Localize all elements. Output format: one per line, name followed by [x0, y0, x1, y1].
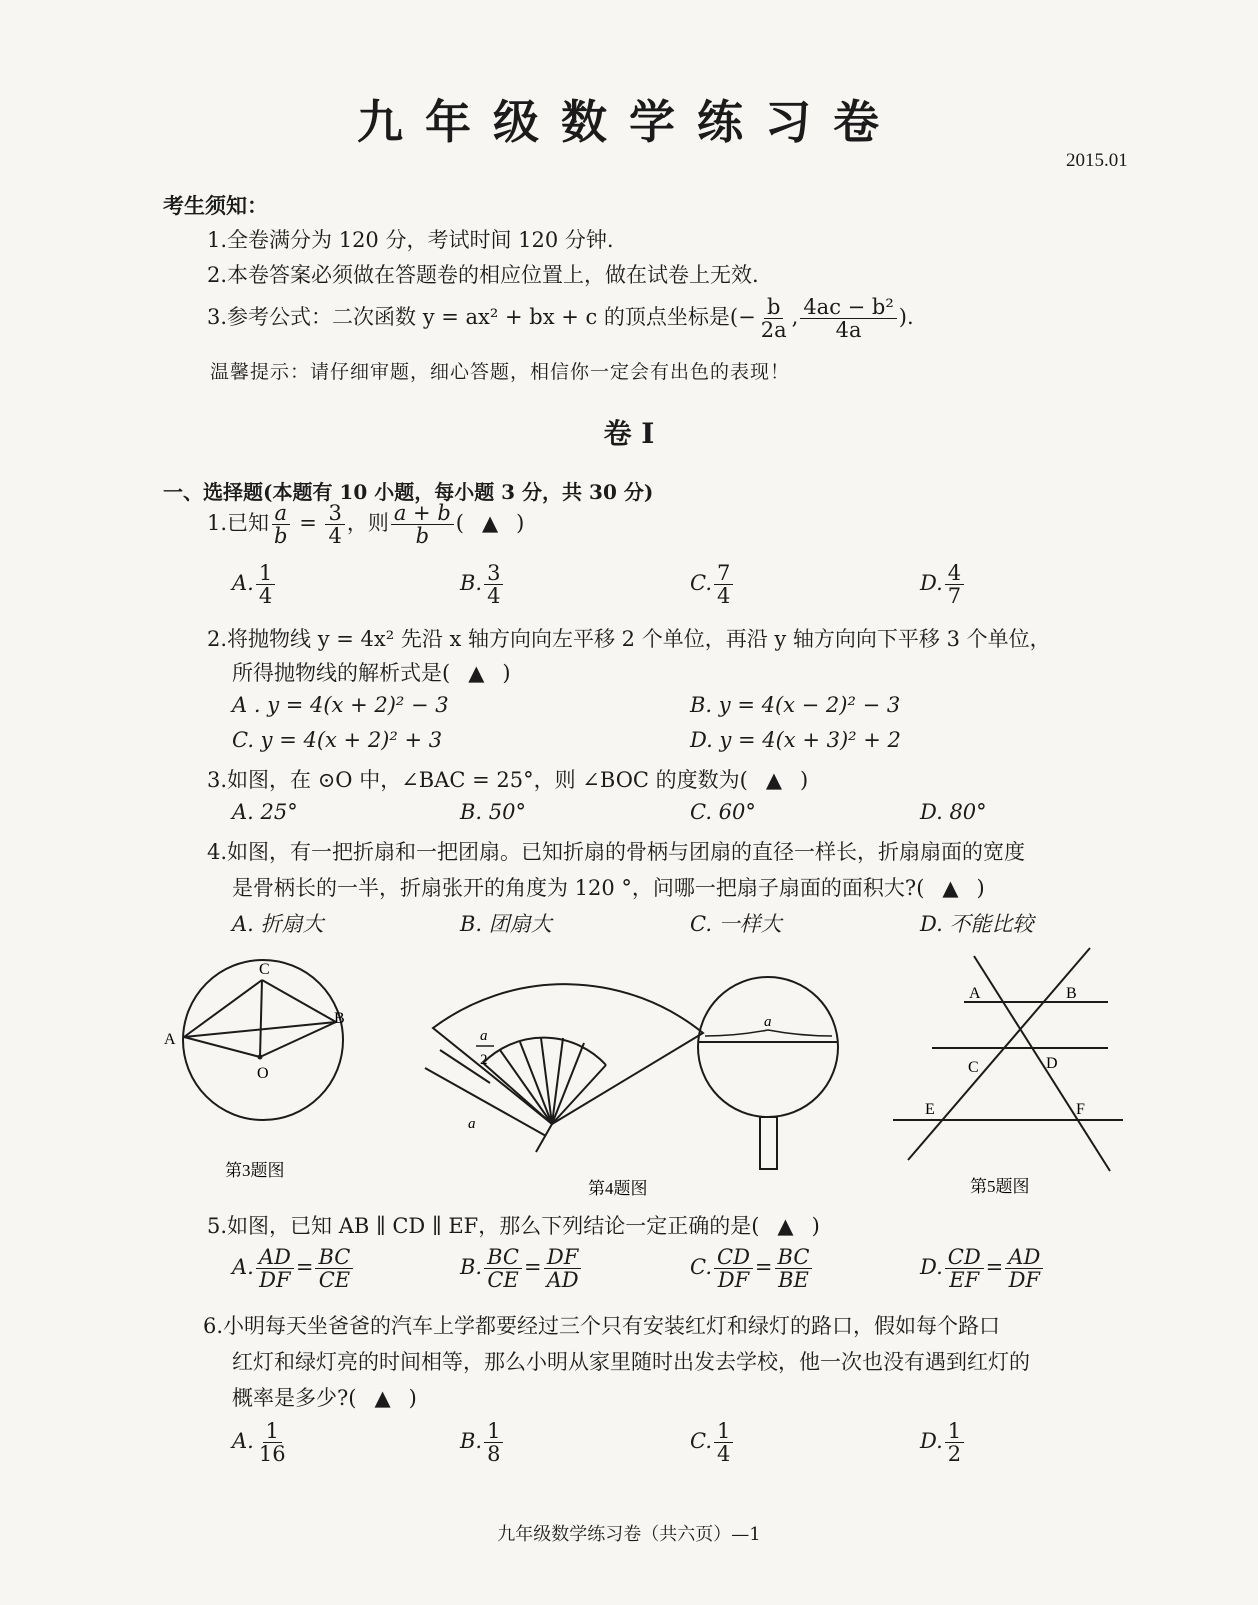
fig3-line-co [260, 980, 262, 1057]
page-footer: 九年级数学练习卷（共六页）—1 [497, 1524, 761, 1545]
q4-option-b: B. 团扇大 [460, 912, 552, 936]
q6-option-b: B. $\frac{1}{8}$ [460, 1420, 505, 1465]
question-1: 1.已知 $\frac{a}{b}$ = $\frac{3}{4}$ ，则 $\frac{a + b}{b}$ ( ▲ ) [207, 501, 525, 549]
figures-panel [0, 940, 1258, 1210]
fig4-label-diameter: a [764, 1014, 772, 1030]
tip-text: 温馨提示：请仔细审题，细心答题，相信你一定会有出色的表现！ [210, 361, 791, 383]
question-5: 5.如图，已知 AB ∥ CD ∥ EF，那么下列结论一定正确的是( ▲ ) [207, 1214, 820, 1238]
fig4-caption: 第4题图 [588, 1179, 648, 1198]
exam-date: 2015.01 [1066, 150, 1128, 171]
page-title: 九年级数学练习卷 [357, 95, 901, 149]
q3-option-a: A. 25° [232, 800, 298, 824]
fig4-label-a-over-2-num: a [480, 1028, 488, 1044]
fig3-caption: 第3题图 [225, 1161, 285, 1180]
notice-item-2: 2.本卷答案必须做在答题卷的相应位置上，做在试卷上无效. [207, 263, 759, 287]
q4-option-c: C. 一样大 [690, 912, 782, 936]
q5-option-c: C. $\frac{CD}{DF}$ = $\frac{BC}{BE}$ [690, 1246, 814, 1291]
volume-heading: 卷 Ⅰ [603, 417, 655, 450]
fig4-folding-fan [425, 984, 703, 1152]
fig5-label-e: E [925, 1101, 935, 1118]
fig3-chord-cb [262, 980, 336, 1022]
fig5-label-c: C [968, 1059, 979, 1076]
question-4-line-1: 4.如图，有一把折扇和一把团扇。已知折扇的骨柄与团扇的直径一样长，折扇扇面的宽度 [207, 840, 1026, 864]
notice-item-3: 3.参考公式：二次函数 y = ax² + bx + c 的顶点坐标是(− $\frac{b}{2a}$ , $\frac{\text{4ac − b²}}{4a}$ ). [207, 295, 914, 343]
fig4-label-a-over-2-den: 2 [480, 1052, 488, 1068]
question-3: 3.如图，在 ⊙O 中，∠BAC = 25°，则 ∠BOC 的度数为( ▲ ) [207, 768, 809, 792]
question-6-line-2: 红灯和绿灯亮的时间相等，那么小明从家里随时出发去学校，他一次也没有遇到红灯的 [232, 1350, 1030, 1374]
notice-heading: 考生须知： [163, 193, 268, 218]
q5-option-a: A. $\frac{AD}{DF}$ = $\frac{BC}{CE}$ [232, 1246, 355, 1291]
fig3-center-dot [258, 1055, 263, 1060]
question-2-line-2: 所得抛物线的解析式是( ▲ ) [232, 661, 511, 685]
q2-option-b: B. y = 4(x − 2)² − 3 [690, 693, 901, 717]
q4-option-d: D. 不能比较 [920, 912, 1034, 936]
q6-option-c: C. $\frac{1}{4}$ [690, 1420, 735, 1465]
fig5-caption: 第5题图 [970, 1177, 1030, 1196]
fig4-label-a: a [468, 1116, 476, 1132]
fig3-radius-ob [260, 1022, 336, 1057]
fig3-label-b: B [334, 1010, 345, 1027]
question-2-line-1: 2.将抛物线 y = 4x² 先沿 x 轴方向向左平移 2 个单位，再沿 y 轴方向向下平移 3 个单位， [207, 627, 1051, 651]
notice-item-1: 1.全卷满分为 120 分，考试时间 120 分钟. [207, 228, 614, 252]
fig5-label-b: B [1066, 985, 1077, 1002]
q1-option-c: C. $\frac{7}{4}$ [690, 562, 735, 607]
fig5-label-d: D [1046, 1055, 1058, 1072]
fig5-label-f: F [1076, 1101, 1085, 1118]
fig5-parallel-lines [893, 948, 1123, 1171]
answer-mark: ▲ [481, 511, 499, 536]
question-4-line-2: 是骨柄长的一半，折扇张开的角度为 120 °，问哪一把扇子扇面的面积大?( ▲ ) [232, 876, 985, 900]
section-heading: 一、选择题(本题有 10 小题，每小题 3 分，共 30 分) [163, 480, 654, 504]
q2-option-c: C. y = 4(x + 2)² + 3 [232, 728, 443, 752]
fig3-radius-oa [184, 1037, 260, 1057]
vertex-y-fraction: $\frac{\text{4ac − b²}}{4a}$ [800, 296, 896, 341]
fig3-circle [183, 960, 343, 1120]
q4-option-a: A. 折扇大 [232, 912, 324, 936]
notice-item-3-text: 3.参考公式：二次函数 y = ax² + bx + c 的顶点坐标是( [207, 305, 739, 330]
vertex-x-fraction: $\frac{b}{2a}$ [760, 295, 787, 343]
fig3-label-a: A [164, 1031, 176, 1048]
fig3-label-c: C [259, 961, 270, 978]
fig3-chord-ac [184, 980, 262, 1037]
q5-option-b: B. $\frac{BC}{CE}$ = $\frac{DF}{AD}$ [460, 1246, 584, 1291]
question-6-line-3: 概率是多少?( ▲ ) [232, 1386, 417, 1410]
fig5-label-a: A [969, 985, 981, 1002]
q6-option-d: D. $\frac{1}{2}$ [920, 1420, 966, 1465]
fig3-label-o: O [257, 1065, 269, 1082]
q3-option-d: D. 80° [920, 800, 987, 824]
q6-option-a: A. $\frac{1}{16}$ [232, 1419, 286, 1467]
q3-option-b: B. 50° [460, 800, 527, 824]
question-6-line-1: 6.小明每天坐爸爸的汽车上学都要经过三个只有安装红灯和绿灯的路口，假如每个路口 [203, 1314, 1001, 1338]
q1-option-a: A. $\frac{1}{4}$ [232, 562, 277, 607]
q3-option-c: C. 60° [690, 800, 756, 824]
q2-option-a: A . y = 4(x + 2)² − 3 [232, 693, 449, 717]
q1-option-d: D. $\frac{4}{7}$ [920, 562, 966, 607]
q1-option-b: B. $\frac{3}{4}$ [460, 562, 505, 607]
fig4-round-fan [698, 977, 838, 1169]
q5-option-d: D. $\frac{CD}{EF}$ = $\frac{AD}{DF}$ [920, 1246, 1045, 1291]
q2-option-d: D. y = 4(x + 3)² + 2 [690, 728, 901, 752]
